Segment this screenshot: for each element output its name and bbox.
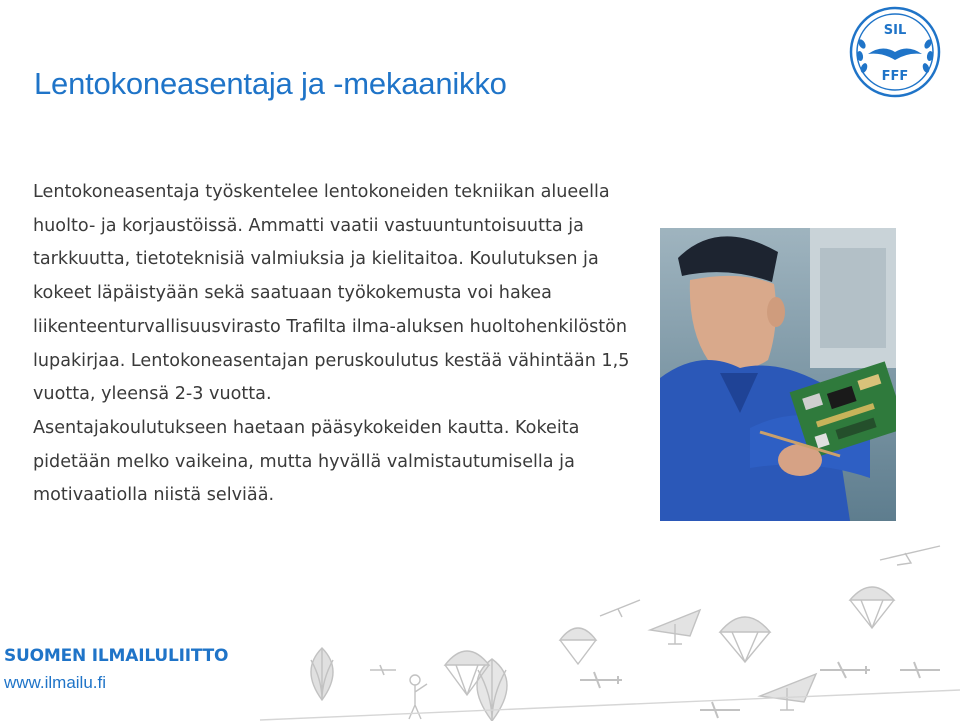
airplane-icon	[580, 672, 622, 688]
airplane-icon	[700, 702, 740, 718]
person-icon	[409, 675, 427, 719]
sil-fff-logo	[848, 4, 942, 100]
glider-icon	[600, 600, 640, 617]
logo-top-text: SIL	[883, 23, 907, 38]
airplane-icon	[370, 665, 396, 675]
hot-air-balloon-icon	[477, 659, 507, 721]
paragraph-2: Asentajakoulutukseen haetaan pääsykokeiden kautta. Kokeita pidetään melko vaikeina, mutta hyvällä valmistautumisella ja motivaatiolla niistä selviää.	[33, 417, 580, 506]
parachute-icon	[720, 617, 770, 662]
page-title: Lentokoneasentaja ja -mekaanikko	[34, 66, 507, 101]
hot-air-balloon-icon	[311, 648, 333, 700]
mechanic-photo	[660, 228, 896, 521]
parachute-icon	[445, 651, 489, 695]
paragraph-1: Lentokoneasentaja työskentelee lentokoneiden tekniikan alueella huolto- ja korjaustöissä. Ammatti vaatii vastuuntuntoisuutta ja tarkkuutta, tietoteknisiä valmiuksia ja kielitaitoa. Koulutuksen ja kokeet läpäistyään sekä saatuaan työkokemusta voi hakea liikenteenturvallisuusvirasto Trafilta ilma-aluksen huoltohenkilöstön lupakirjaa. Lentokoneasentajan peruskoulutus kestää vähintään 1,5 vuotta, yleensä 2-3 vuotta.	[33, 182, 630, 405]
parachute-icon	[560, 628, 596, 664]
parachute-icon	[850, 587, 894, 628]
hang-glider-icon	[760, 674, 816, 710]
glider-icon	[880, 546, 940, 565]
logo-bottom-text: FFF	[881, 69, 909, 84]
organization-name: SUOMEN ILMAILULIITTO	[4, 646, 229, 666]
aviation-illustration	[0, 520, 960, 721]
hang-glider-icon	[650, 610, 700, 644]
airplane-icon	[900, 662, 940, 678]
body-text	[33, 176, 643, 513]
airplane-icon	[820, 662, 870, 678]
organization-url[interactable]: www.ilmailu.fi	[4, 673, 107, 692]
